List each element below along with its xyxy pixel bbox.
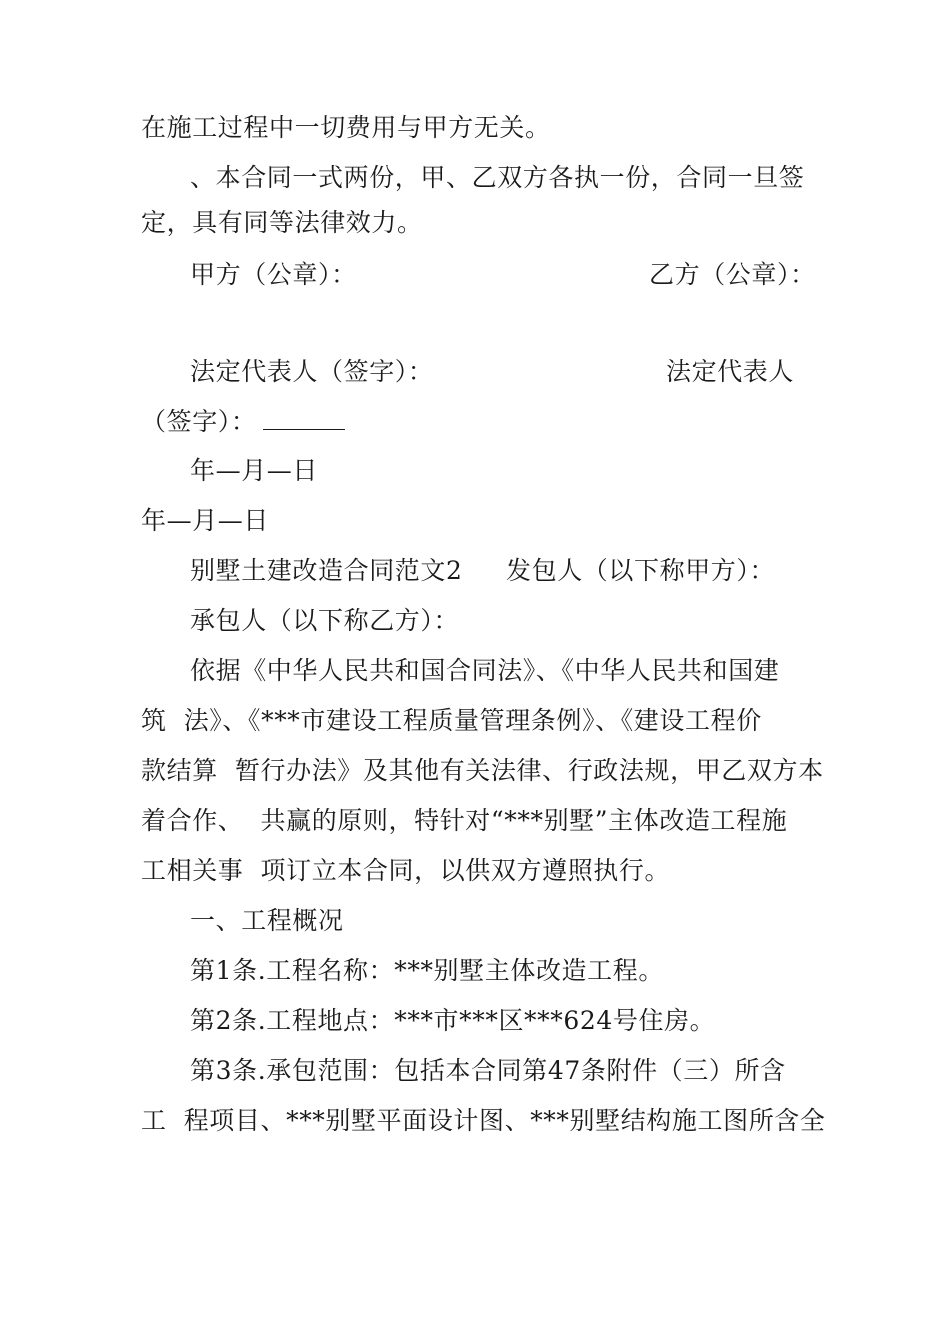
party-a-date: 年—月—日	[190, 456, 319, 485]
paragraph-line: 定，具有同等法律效力。	[141, 208, 423, 237]
paragraph-line: 工 程项目、***别墅平面设计图、***别墅结构施工图所含全	[141, 1106, 826, 1135]
paragraph-line: 款结算 暂行办法》及其他有关法律、行政法规，甲乙双方本	[141, 756, 824, 785]
party-a-representative-label: 法定代表人（签字）：	[190, 357, 434, 386]
contract-title: 别墅土建改造合同范文2	[190, 556, 463, 585]
party-b-signature-label	[141, 407, 345, 437]
signature-blank-line	[263, 411, 345, 430]
clause-3: 第3条.承包范围：包括本合同第47条附件（三）所含	[190, 1056, 786, 1085]
party-b-representative-label: 法定代表人	[666, 357, 795, 386]
paragraph-line: 、本合同一式两份，甲、乙双方各执一份，合同一旦签	[190, 163, 805, 192]
signature-label-text: （签字）：	[141, 407, 257, 436]
section-heading: 一、工程概况	[190, 906, 344, 935]
paragraph-line: 依据《中华人民共和国合同法》、《中华人民共和国建	[190, 656, 780, 685]
paragraph-line: 着合作、 共赢的原则，特针对“***别墅”主体改造工程施	[141, 806, 788, 835]
paragraph-line: 工相关事 项订立本合同，以供双方遵照执行。	[141, 856, 671, 885]
paragraph-line: 在施工过程中一切费用与甲方无关。	[141, 113, 551, 142]
party-a-seal-label: 甲方（公章）：	[190, 260, 357, 289]
contractor-label: 承包人（以下称乙方）：	[190, 606, 460, 635]
clause-1: 第1条.工程名称：***别墅主体改造工程。	[190, 956, 664, 985]
paragraph-line: 筑 法》、《***市建设工程质量管理条例》、《建设工程价	[141, 706, 762, 735]
party-b-date: 年—月—日	[141, 506, 270, 535]
clause-2: 第2条.工程地点：***市***区***624号住房。	[190, 1006, 716, 1035]
employer-label: 发包人（以下称甲方）：	[506, 556, 776, 585]
party-b-seal-label: 乙方（公章）：	[649, 260, 816, 289]
